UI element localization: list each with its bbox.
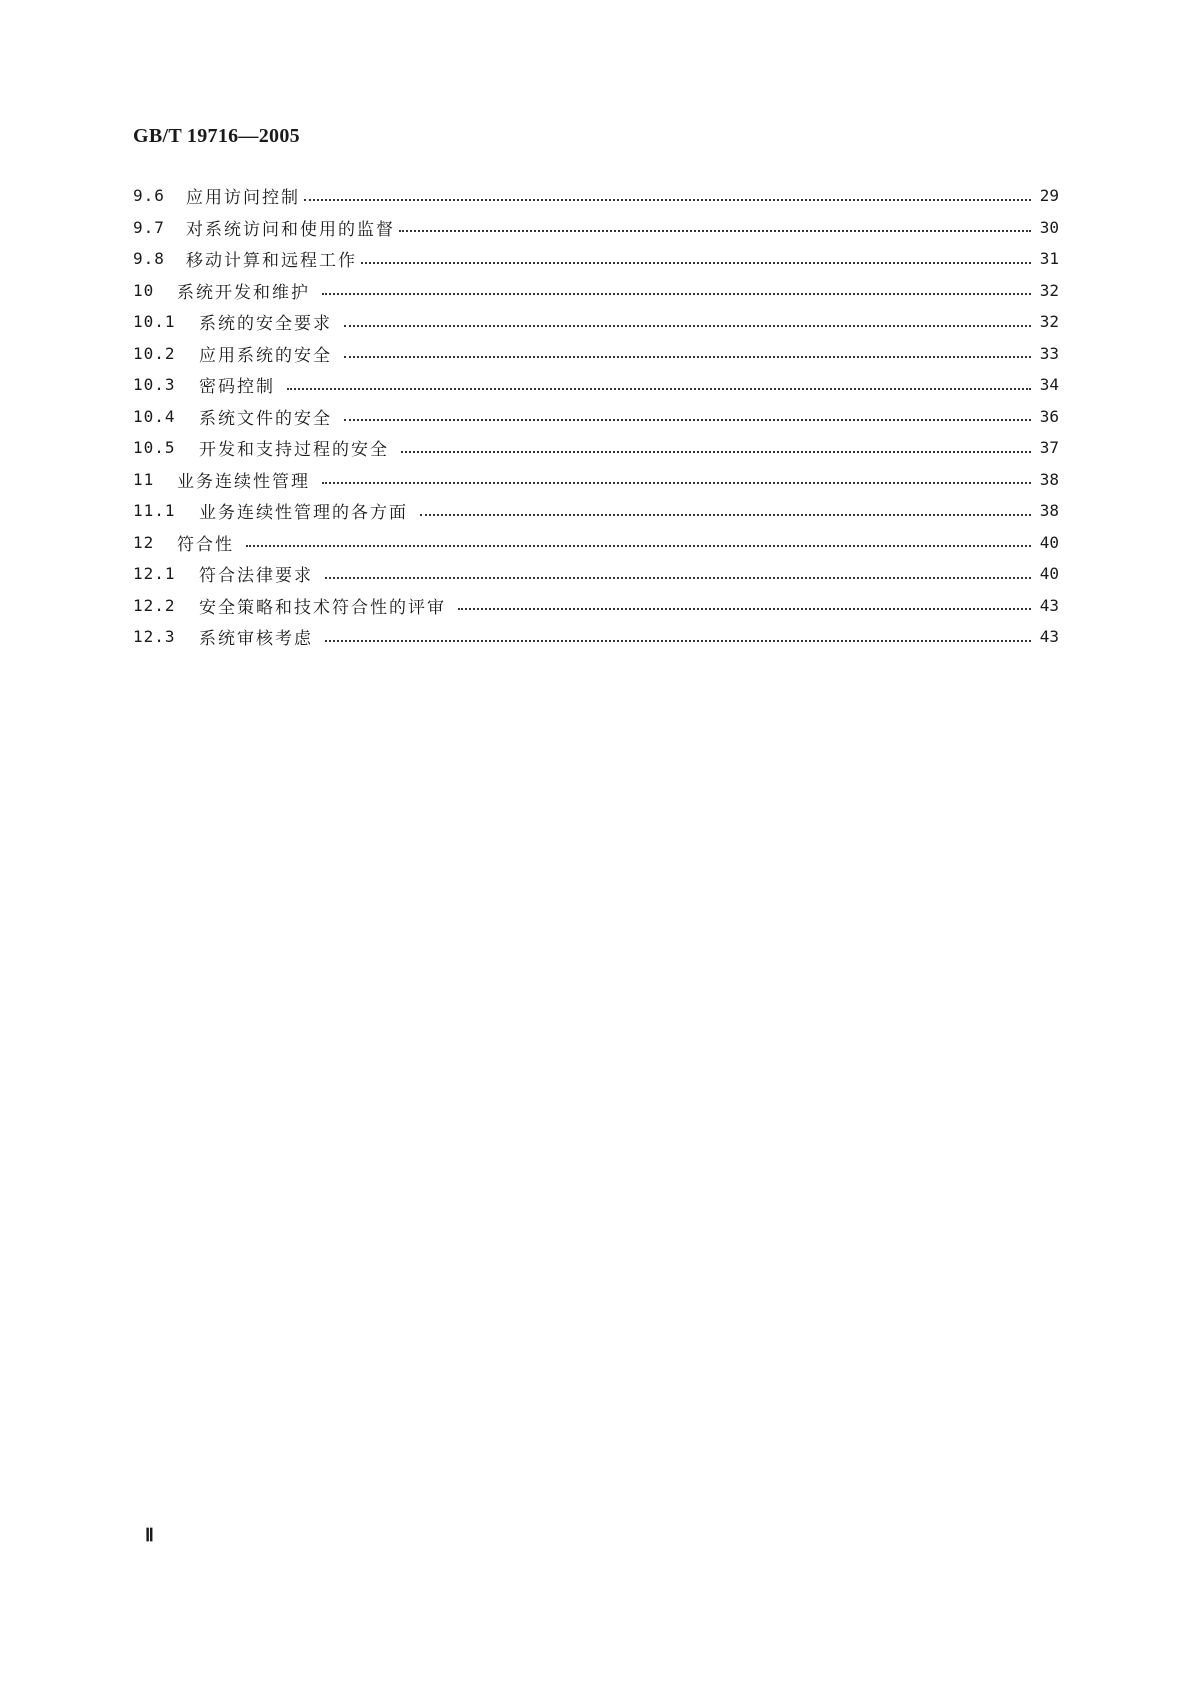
toc-entry-title: 密码控制: [199, 377, 275, 398]
toc-dot-leader: [322, 482, 1031, 484]
toc-entry-title: 系统的安全要求: [199, 314, 332, 335]
toc-dot-leader: [399, 230, 1031, 232]
toc-dot-leader: [344, 325, 1031, 327]
toc-entry-title: 业务连续性管理: [177, 471, 310, 492]
toc-entry-page: 40: [1039, 532, 1059, 552]
toc-entry-page: 32: [1039, 280, 1059, 300]
toc-entry[interactable]: [133, 338, 1059, 370]
toc-entry-page: 43: [1039, 627, 1059, 647]
toc-dot-leader: [361, 262, 1031, 264]
toc-entry[interactable]: [133, 369, 1059, 401]
toc-entry[interactable]: [133, 590, 1059, 622]
toc-entry-page: 29: [1039, 186, 1059, 206]
toc-entry-number: 11: [133, 469, 155, 489]
toc-entry-title: 应用访问控制: [186, 188, 300, 209]
toc-entry-number: 12.2: [133, 595, 176, 615]
toc-entry[interactable]: [133, 275, 1059, 307]
toc-dot-leader: [401, 451, 1031, 453]
toc-entry[interactable]: [133, 432, 1059, 464]
toc-entry-page: 40: [1039, 564, 1059, 584]
toc-dot-leader: [325, 640, 1031, 642]
toc-entry-title: 对系统访问和使用的监督: [186, 219, 395, 240]
toc-entry-number: 12.3: [133, 627, 176, 647]
toc-dot-leader: [344, 419, 1031, 421]
toc-entry-number: 12.1: [133, 564, 176, 584]
toc-entry-number: 10.4: [133, 406, 176, 426]
toc-entry-page: 30: [1039, 217, 1059, 237]
toc-entry-title: 符合性: [177, 534, 234, 555]
toc-dot-leader: [246, 545, 1031, 547]
toc-entry[interactable]: [133, 401, 1059, 433]
toc-entry-title: 移动计算和远程工作: [186, 251, 357, 272]
toc-entry-number: 10.2: [133, 343, 176, 363]
toc-entry[interactable]: [133, 527, 1059, 559]
toc-entry-page: 36: [1039, 406, 1059, 426]
toc-entry-number: 10.5: [133, 438, 176, 458]
toc-entry-title: 开发和支持过程的安全: [199, 440, 389, 461]
toc-dot-leader: [420, 514, 1031, 516]
toc-entry[interactable]: [133, 621, 1059, 653]
toc-entry-number: 9.6: [133, 186, 165, 206]
toc-entry-page: 43: [1039, 595, 1059, 615]
toc-entry[interactable]: [133, 464, 1059, 496]
toc-entry-title: 系统审核考虑: [199, 629, 313, 650]
toc-entry-title: 业务连续性管理的各方面: [199, 503, 408, 524]
toc-entry-page: 32: [1039, 312, 1059, 332]
toc-entry-page: 38: [1039, 469, 1059, 489]
toc-dot-leader: [325, 577, 1031, 579]
toc-dot-leader: [304, 199, 1031, 201]
toc-entry[interactable]: [133, 495, 1059, 527]
toc-entry[interactable]: [133, 243, 1059, 275]
table-of-contents: [133, 180, 1059, 653]
toc-entry-title: 符合法律要求: [199, 566, 313, 587]
toc-entry-title: 系统文件的安全: [199, 408, 332, 429]
page-number: Ⅱ: [145, 1525, 154, 1545]
toc-entry-number: 9.7: [133, 217, 165, 237]
toc-entry-number: 12: [133, 532, 155, 552]
toc-entry-page: 33: [1039, 343, 1059, 363]
toc-entry-number: 10.3: [133, 375, 176, 395]
toc-entry-page: 37: [1039, 438, 1059, 458]
toc-entry-title: 应用系统的安全: [199, 345, 332, 366]
toc-entry-page: 31: [1039, 249, 1059, 269]
toc-dot-leader: [287, 388, 1031, 390]
toc-entry-number: 10: [133, 280, 155, 300]
toc-entry[interactable]: [133, 558, 1059, 590]
toc-dot-leader: [322, 293, 1031, 295]
toc-entry[interactable]: [133, 306, 1059, 338]
toc-entry-number: 10.1: [133, 312, 176, 332]
toc-entry-title: 安全策略和技术符合性的评审: [199, 597, 446, 618]
toc-dot-leader: [344, 356, 1031, 358]
toc-entry-page: 38: [1039, 501, 1059, 521]
toc-entry-page: 34: [1039, 375, 1059, 395]
toc-entry[interactable]: [133, 212, 1059, 244]
toc-entry-title: 系统开发和维护: [177, 282, 310, 303]
toc-dot-leader: [458, 608, 1031, 610]
document-id-header: GB/T 19716—2005: [133, 125, 300, 147]
toc-entry-number: 11.1: [133, 501, 176, 521]
toc-entry[interactable]: [133, 180, 1059, 212]
toc-entry-number: 9.8: [133, 249, 165, 269]
